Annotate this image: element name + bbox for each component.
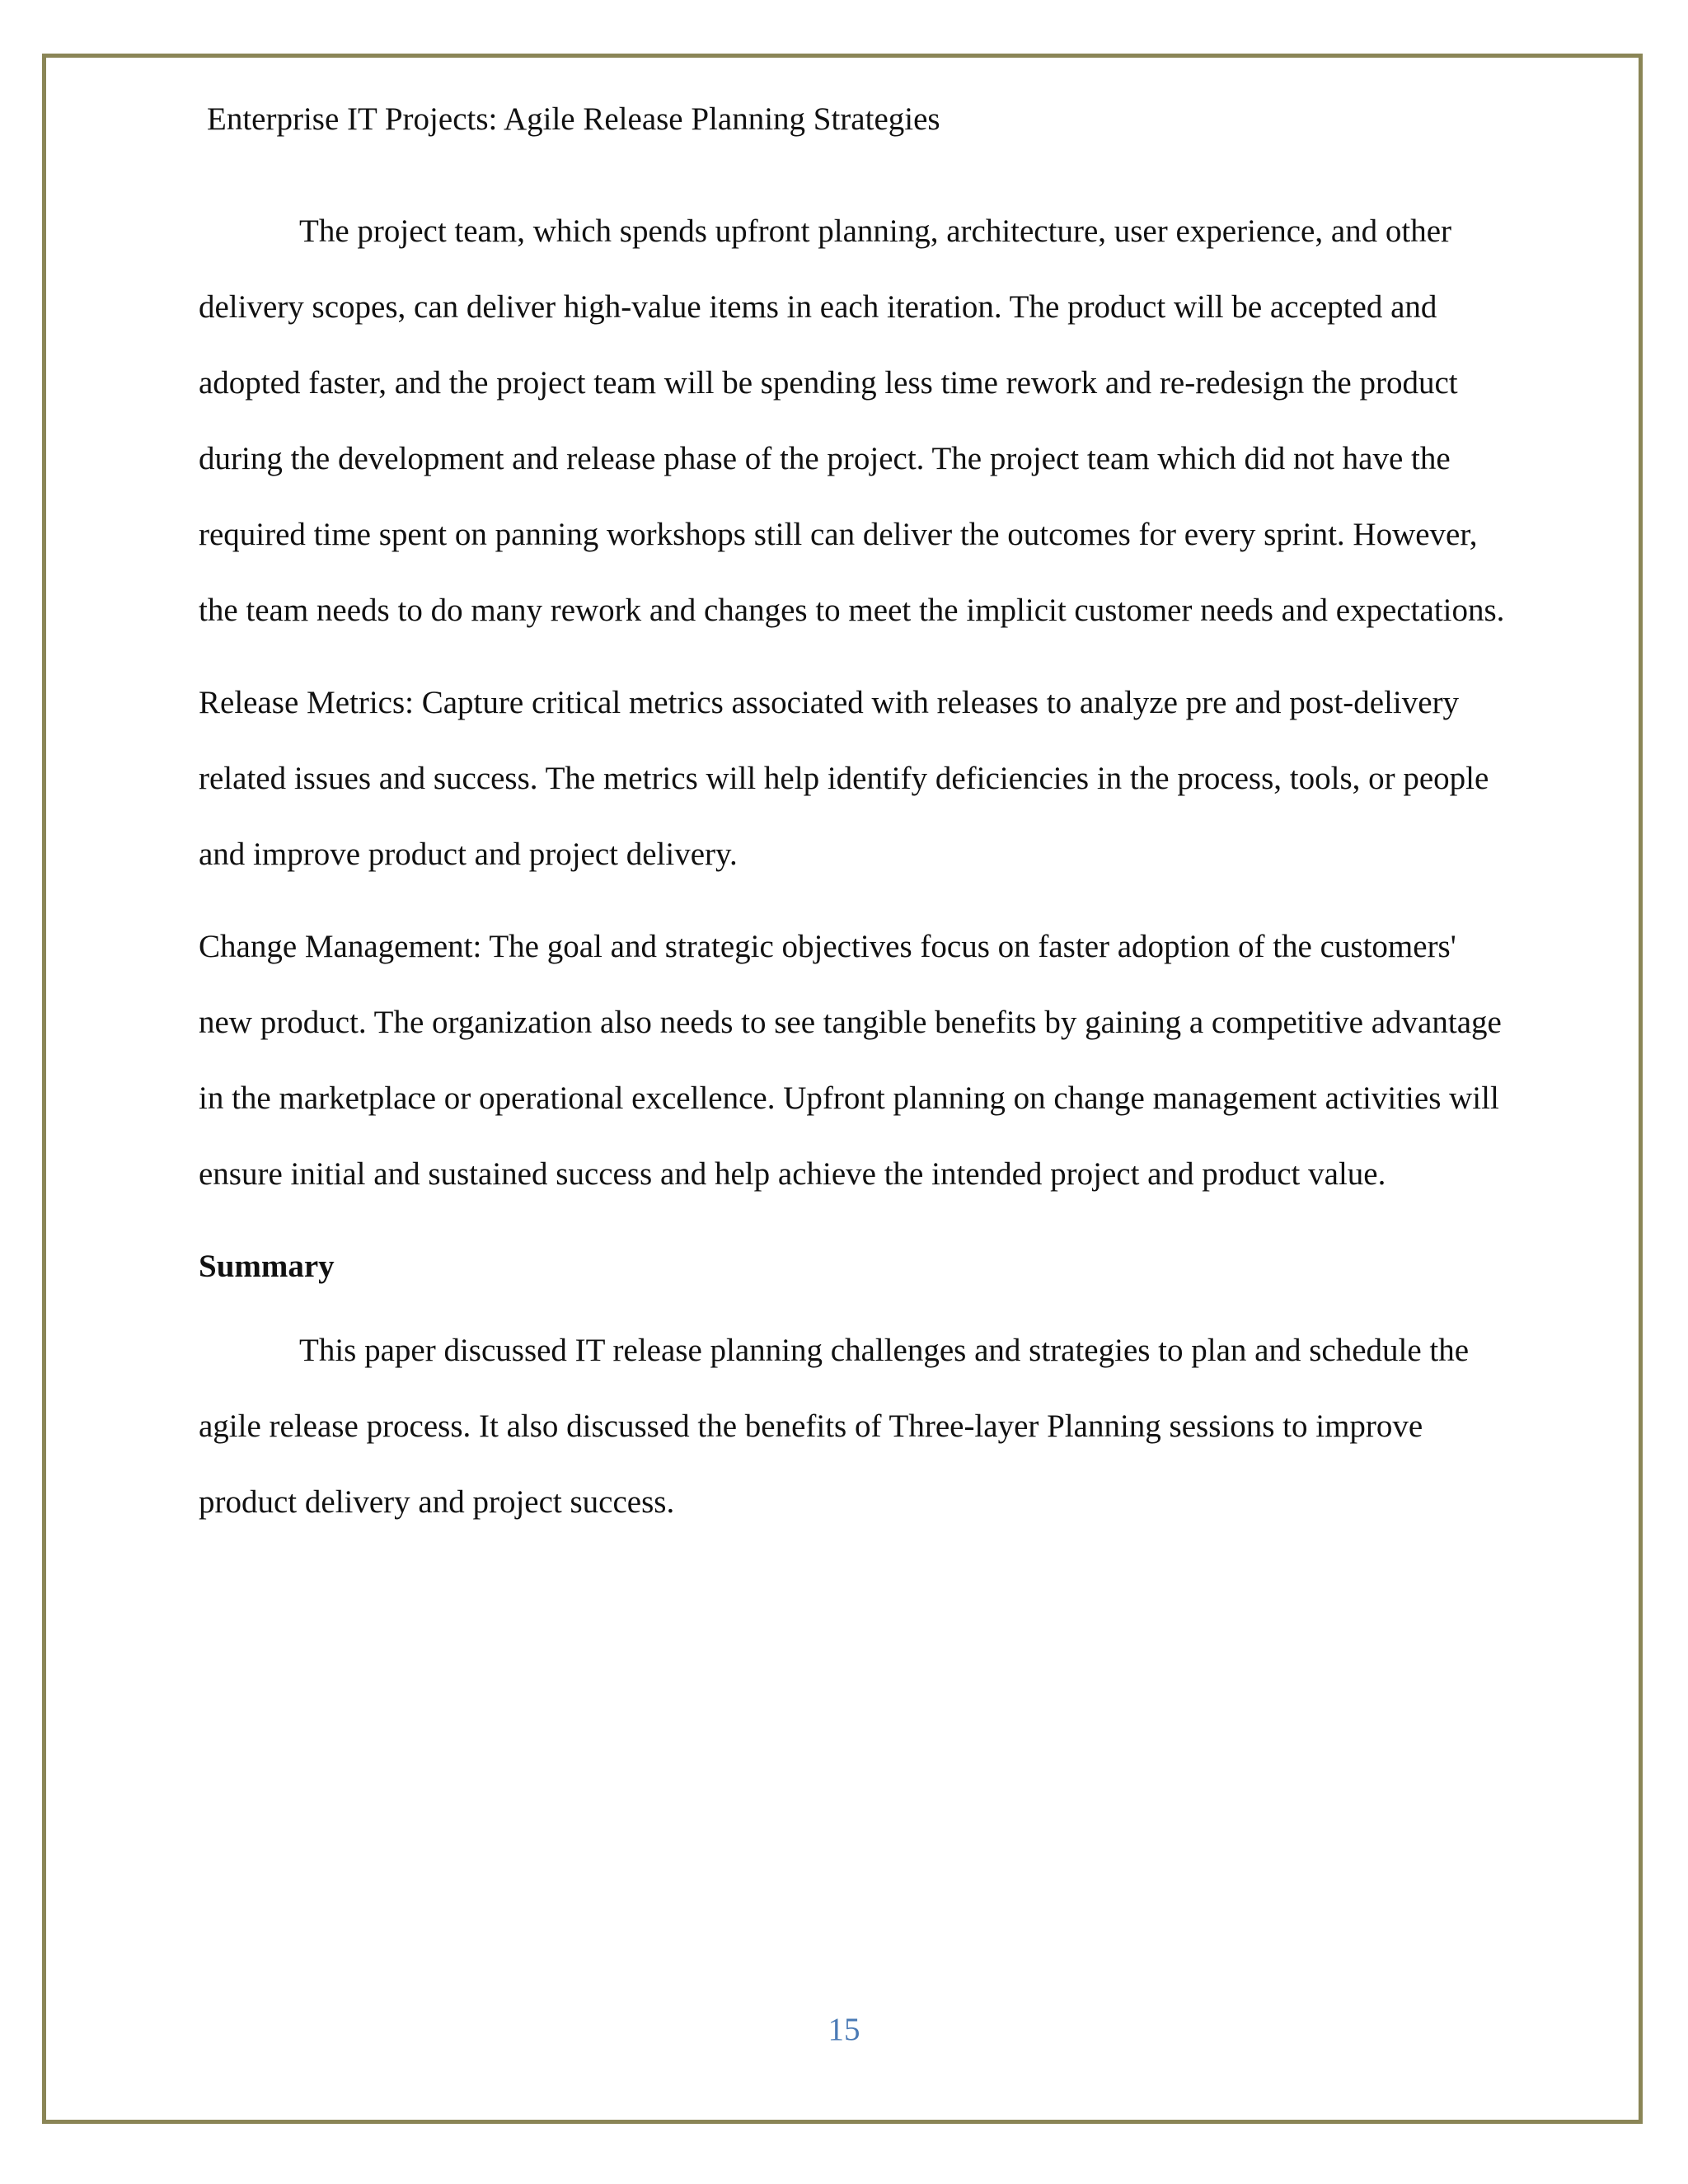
running-header: Enterprise IT Projects: Agile Release Planning Strategies [207, 101, 940, 137]
summary-heading: Summary [199, 1249, 335, 1284]
paragraph-release-metrics: Release Metrics: Capture critical metrics associated with releases to analyze pre and post-delivery related issues and success. The metrics will help identify deficiencies in the process, tools, or people and improve product and project delivery. [199, 685, 1489, 872]
paragraph-change-management: Change Management: The goal and strategic objectives focus on faster adoption of the customers' new product. The organization also needs to see tangible benefits by gaining a competitive advantage in the marketplace or operational excellence. Upfront planning on change management activities will ensure initial and sustained success and help achieve the intended project and product value. [199, 929, 1502, 1192]
document-body [199, 194, 1517, 1540]
paragraph-project-team: The project team, which spends upfront planning, architecture, user experience, and other delivery scopes, can deliver high-value items in each iteration. The product will be accepted and adopted faster, and the project team will be spending less time rework and re-redesign the product during the development and release phase of the project. The project team which did not have the required time spent on panning workshops still can deliver the outcomes for every sprint. However, the team needs to do many rework and changes to meet the implicit customer needs and expectations. [199, 213, 1505, 628]
page-number: 15 [828, 2012, 860, 2047]
paragraph-summary: This paper discussed IT release planning challenges and strategies to plan and schedule the agile release process. It also discussed the benefits of Three-layer Planning sessions to improve product delivery and project success. [199, 1333, 1470, 1520]
